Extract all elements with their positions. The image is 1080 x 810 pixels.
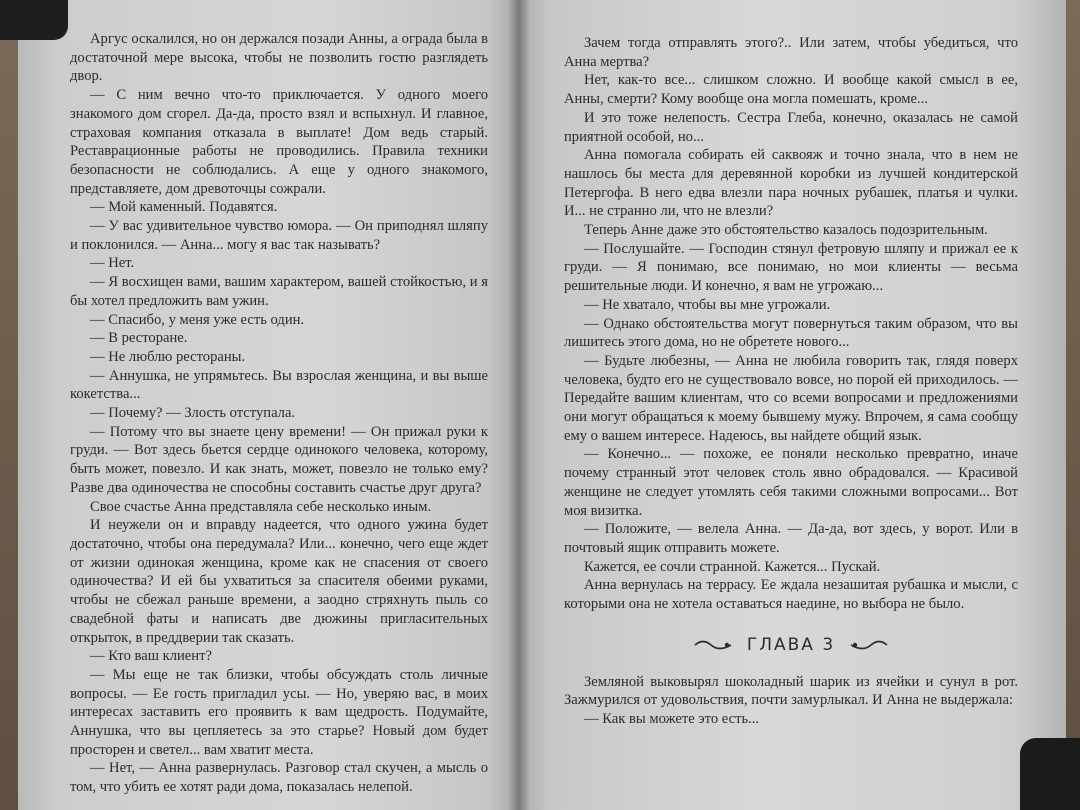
paragraph: — Конечно... — похоже, ее поняли несколько превратно, иначе почему странный этот человек столь явно обрадовался. — Красивой женщине не следует утомлять себя такими сложными вопросами... Вот моя визитка.: [564, 446, 1018, 519]
paragraph: — Я восхищен вами, вашим характером, вашей стойкостью, и я бы хотел предложить вам ужин.: [70, 274, 488, 309]
paragraph: И неужели он и вправду надеется, что одного ужина будет достаточно, чтобы она передумала? Или... конечно, чего еще ждет от жизни одинокая женщина, кроме как не спасения от своего одиночества? И ей бы ухватиться за спасителя обеими руками, чтобы не сбежал раньше времени, а заодно стряхнуть пыль со свадебной фаты и написать две дюжины пригласительных открыток, в преддверии так сказать.: [70, 517, 488, 646]
left-page: [18, 0, 518, 810]
paragraph: — Аннушка, не упрямьтесь. Вы взрослая женщина, и вы выше кокетства...: [70, 367, 488, 403]
paragraph: — Однако обстоятельства могут повернуться таким образом, что вы лишитесь этого дома, но не обретете нового...: [564, 315, 1018, 351]
paragraph: Анна помогала собирать ей саквояж и точно знала, что в нем не нашлось бы места для деревянной коробки из лучшей кондитерской Петергофа. В него едва влезли пара ночных рубашек, платья и чулки. И... не странно ли, что не влезли?: [564, 147, 1018, 220]
right-page-text: [564, 34, 1018, 614]
paragraph: — Как вы можете это есть...: [584, 710, 760, 727]
paragraph: Свое счастье Анна представляла себе несколько иным.: [90, 498, 432, 515]
paragraph: — Потому что вы знаете цену времени! — Он прижал руки к груди. — Вот здесь бьется сердце одинокого человека, которому, быть может, повезло. И как знать, может, повезло не только ему? Разве два одиночества не способны составить счастье друг друга?: [70, 423, 488, 496]
paragraph: — Будьте любезны, — Анна не любила говорить так, глядя поверх человека, будто его не существовало вовсе, но порой ей приходилось. — Передайте вашим клиентам, что со всеми вопросами и предложениями они могут обращаться к моему бывшему мужу. Впрочем, я сама сообщу ему о вашем интересе. Надеюсь, вы найдете общий язык.: [564, 352, 1018, 444]
binder-clip-top: [0, 0, 68, 40]
paragraph: Нет, как-то все... слишком сложно. И вообще какой смысл в ее, Анны, смерти? Кому вообще она могла помешать, кроме...: [564, 72, 1018, 108]
paragraph: — У вас удивительное чувство юмора. — Он приподнял шляпу и поклонился. — Анна... могу я вас так называть?: [70, 218, 488, 253]
paragraph: — Кто ваш клиент?: [90, 648, 212, 665]
paragraph: — Не хватало, чтобы вы мне угрожали.: [584, 296, 831, 313]
paragraph: — Почему? — Злость отступала.: [90, 405, 296, 422]
paragraph: Анна вернулась на террасу. Ее ждала незашитая рубашка и мысли, с которыми она не хотела оставаться наедине, но выбора не было.: [564, 577, 1018, 613]
paragraph: И это тоже нелепость. Сестра Глеба, конечно, оказалась не самой приятной особой, но...: [564, 109, 1018, 145]
book-gutter: [508, 0, 530, 810]
paragraph: — Положите, — велела Анна. — Да-да, вот здесь, у ворот. Или в почтовый ящик отправить можете.: [564, 521, 1018, 556]
paragraph: Аргус оскалился, но он держался позади Анны, а ограда была в достаточной мере высока, чтобы не позволить гостю разглядеть двор.: [70, 31, 488, 85]
paragraph: — Мы еще не так близки, чтобы обсуждать столь личные вопросы. — Ее гость пригладил усы. — Но, уверяю вас, в моих интересах заставить его проявить к вам щедрость. Подумайте, Аннушка, что вы цепляетесь за это старье? Новый дом будет просторен и светел... вам хватит места.: [70, 666, 488, 758]
paragraph: — С ним вечно что-то приключается. У одного моего знакомого дом сгорел. Да-да, просто взял и вспыхнул. И главное, страховая компания отказала в выплате! Дом ведь старый. Реставрационные работы не проводились. Правила техники безопасности не соблюдались. А еще у одного знакомого, представляете, дом древоточцы сожрали.: [70, 87, 488, 197]
paragraph: — Нет.: [90, 255, 135, 272]
chapter-title: ГЛАВА 3: [746, 634, 836, 655]
ornament-left-icon: [693, 638, 733, 652]
binder-clip-bottom: [1020, 738, 1080, 810]
paragraph: — Нет, — Анна развернулась. Разговор стал скучен, а мысль о том, что убить ее хотят ради дома, показалась нелепой.: [70, 760, 488, 796]
ornament-right-icon: [849, 638, 889, 652]
paragraph: Теперь Анне даже это обстоятельство казалось подозрительным.: [584, 222, 988, 239]
right-page: [518, 0, 1066, 810]
paragraph: Кажется, ее сочли странной. Кажется... Пускай.: [584, 558, 881, 575]
paragraph: Зачем тогда отправлять этого?.. Или затем, чтобы убедиться, что Анна мертва?: [564, 35, 1018, 70]
paragraph: — Мой каменный. Подавятся.: [90, 199, 278, 216]
left-page-text: [70, 30, 488, 797]
paragraph: — В ресторане.: [90, 330, 188, 347]
paragraph: — Послушайте. — Господин стянул фетровую шляпу и прижал ее к груди. — Я понимаю, все понимаю, но мои клиенты — весьма решительные люди. И конечно, я вам не угрожаю...: [564, 240, 1018, 295]
chapter-text: [564, 673, 1018, 729]
paragraph: Земляной выковырял шоколадный шарик из ячейки и сунул в рот. Зажмурился от удовольствия, почти замурлыкал. И Анна не выдержала:: [564, 673, 1018, 709]
chapter-heading: [564, 636, 1018, 655]
paragraph: — Не люблю рестораны.: [90, 348, 246, 365]
paragraph: — Спасибо, у меня уже есть один.: [90, 311, 305, 328]
